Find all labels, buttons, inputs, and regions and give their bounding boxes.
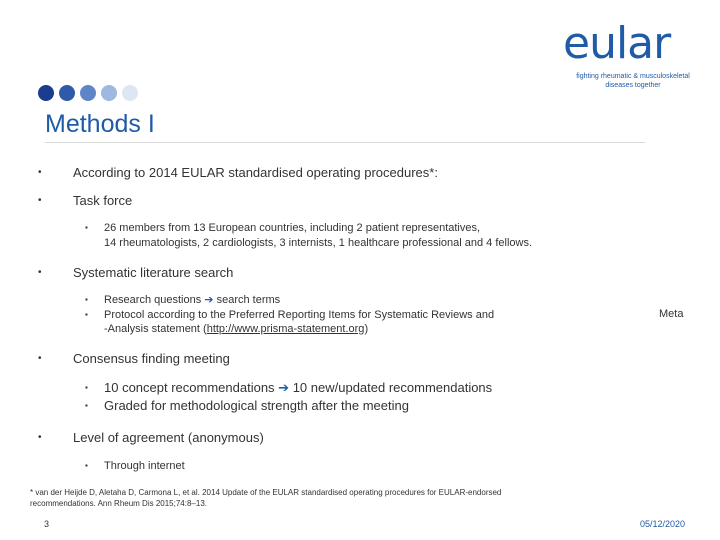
slide-title: Methods I — [45, 110, 155, 138]
dot-1 — [38, 85, 54, 101]
sub-bullet-marker: ▪ — [85, 295, 88, 304]
sub-bullet-text-line-1: 26 members from 13 European countries, including 2 patient representatives, — [104, 222, 481, 234]
sub-bullet-marker: ▪ — [85, 383, 88, 392]
footnote-line-1: * van der Heijde D, Aletaha D, Carmona L, et al. 2014 Update of the EULAR standardised operating procedures for EULAR-endorsed — [30, 488, 502, 497]
research-questions-text: Research questions — [104, 294, 202, 306]
bullet-text: Consensus finding meeting — [73, 351, 230, 366]
dot-4 — [101, 85, 117, 101]
search-terms-text: search terms — [216, 294, 281, 306]
footnote — [30, 487, 590, 509]
protocol-text-line-1: Protocol according to the Preferred Reporting Items for Systematic Reviews and — [104, 309, 495, 321]
bullet-text: Systematic literature search — [73, 265, 234, 280]
eular-logo — [563, 18, 703, 90]
title-divider — [45, 142, 645, 143]
bullet-text: Level of agreement (anonymous) — [73, 430, 264, 445]
sub-bullet-text — [104, 379, 492, 397]
sub-bullet-marker: ▪ — [85, 223, 88, 232]
bullet-text: Task force — [73, 193, 133, 208]
concept-recommendations-text: 10 concept recommendations — [104, 380, 275, 395]
protocol-suffix: ) — [364, 323, 369, 335]
page-number: 3 — [44, 519, 50, 529]
slide-date: 05/12/2020 — [640, 519, 686, 529]
arrow-right-icon: ➔ — [278, 380, 290, 395]
logo-tagline-line-2: diseases together — [605, 82, 661, 89]
arrow-right-icon: ➔ — [204, 294, 214, 306]
sub-bullet-marker: ▪ — [85, 461, 88, 470]
sub-bullet-text: Through internet — [104, 460, 185, 472]
bullet-marker: • — [38, 432, 42, 443]
logo-wordmark: eular — [563, 18, 671, 69]
sub-bullet-marker: ▪ — [85, 310, 88, 319]
protocol-text-line-2 — [104, 322, 368, 337]
meta-word: Meta — [659, 308, 684, 320]
prisma-link[interactable]: http://www.prisma-statement.org — [206, 323, 365, 335]
dot-2 — [59, 85, 75, 101]
sub-bullet-text-line-2: 14 rheumatologists, 2 cardiologists, 3 internists, 1 healthcare professional and 4 fellows. — [104, 237, 533, 249]
sub-bullet-marker: ▪ — [85, 401, 88, 410]
updated-recommendations-text: 10 new/updated recommendations — [292, 380, 493, 395]
sub-bullet-text — [104, 293, 280, 308]
bullet-marker: • — [38, 195, 42, 206]
protocol-prefix: -Analysis statement ( — [104, 323, 207, 335]
logo-tagline — [563, 72, 703, 90]
footnote-line-2: recommendations. Ann Rheum Dis 2015;74:8–13. — [30, 499, 207, 508]
bullet-marker: • — [38, 267, 42, 278]
logo-tagline-line-1: fighting rheumatic & musculoskeletal — [576, 73, 690, 80]
bullet-marker: • — [38, 167, 42, 178]
dot-5 — [122, 85, 138, 101]
dot-3 — [80, 85, 96, 101]
sub-bullet-text: Graded for methodological strength after the meeting — [104, 398, 409, 413]
bullet-text: According to 2014 EULAR standardised operating procedures*: — [73, 165, 438, 180]
decorative-dots — [38, 85, 138, 101]
bullet-marker: • — [38, 353, 42, 364]
